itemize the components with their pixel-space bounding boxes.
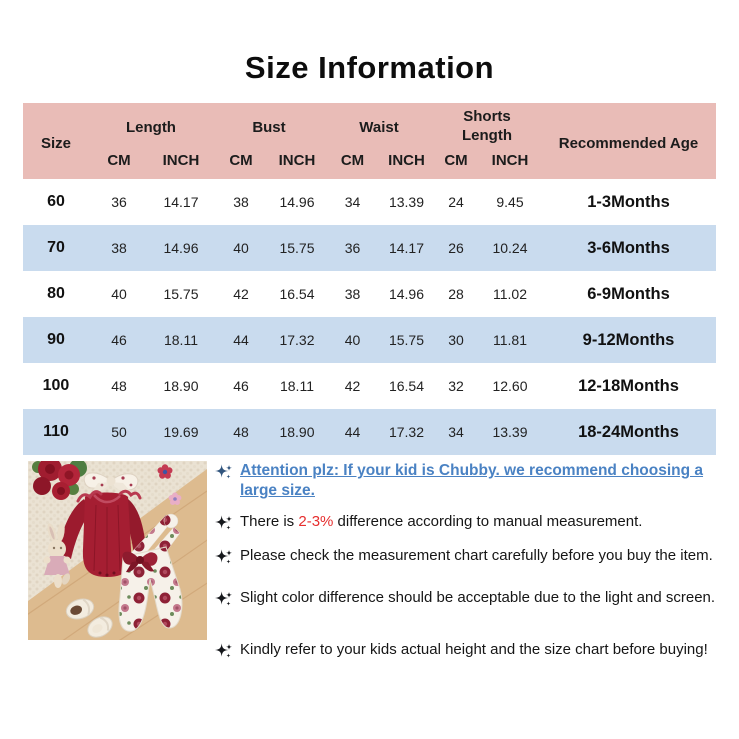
shorts-inch-cell: 12.60 — [492, 378, 528, 394]
bust-inch-cell: 18.90 — [279, 424, 315, 440]
note-manual-highlight: 2-3% — [298, 513, 334, 531]
bust-inch-cell: 15.75 — [279, 240, 315, 256]
bust-cm-cell: 48 — [233, 424, 249, 440]
shorts-inch-cell: 10.24 — [492, 240, 528, 256]
size-column-header: Size — [23, 103, 89, 179]
waist-cm-cell: 40 — [344, 332, 361, 348]
table-header — [23, 103, 716, 179]
shorts-length-group-header: Shorts Length — [433, 103, 541, 147]
bust-cm-cell: 46 — [233, 378, 249, 394]
recommended-age-header: Recommended Age — [541, 103, 716, 179]
waist-cm-cell: 38 — [344, 286, 361, 302]
note-manual-pre: There is — [240, 513, 299, 531]
bust-inch-cell: 16.54 — [279, 286, 315, 302]
waist-group-header: Waist — [325, 103, 433, 147]
note-manual-post: difference according to manual measurement. — [333, 513, 643, 531]
size-cell: 70 — [47, 239, 65, 256]
shorts-cm-cell: 28 — [448, 286, 464, 302]
sparkle-icon — [215, 514, 233, 532]
shorts-inch-cell: 11.02 — [493, 286, 527, 302]
table-row — [23, 179, 716, 225]
length-inch-cell: 19.69 — [163, 424, 199, 440]
bust-inch-cell: 18.11 — [279, 378, 314, 394]
waist-cm-cell: 36 — [344, 240, 361, 256]
age-cell: 12-18Months — [578, 376, 679, 395]
product-photo-illustration — [28, 461, 207, 640]
inch-unit-header: INCH — [149, 147, 213, 179]
waist-inch-cell: 14.96 — [388, 286, 425, 302]
waist-inch-cell: 14.17 — [388, 240, 425, 256]
length-inch-cell: 18.90 — [163, 378, 199, 394]
shorts-cm-cell: 32 — [448, 378, 464, 394]
length-cm-cell: 50 — [111, 424, 127, 440]
waist-cm-cell: 42 — [344, 378, 361, 394]
size-cell: 100 — [42, 377, 70, 394]
shorts-cm-cell: 34 — [448, 424, 464, 440]
note-check-text: Please check the measurement chart carefully before you buy the item. — [240, 547, 713, 565]
length-inch-cell: 15.75 — [163, 286, 199, 302]
bust-cm-cell: 38 — [233, 194, 249, 210]
note-color-text: Slight color difference should be acceptable due to the light and screen. — [240, 589, 716, 607]
waist-inch-cell: 15.75 — [388, 332, 425, 348]
note-attention-text: Attention plz: If your kid is Chubby. we recommend choosing a large size. — [240, 462, 704, 500]
note-height-reference — [215, 640, 735, 660]
table-row — [23, 317, 716, 363]
shorts-inch-cell: 11.81 — [493, 332, 527, 348]
inch-unit-header: INCH — [269, 147, 325, 179]
sparkle-icon — [215, 548, 233, 566]
product-photo — [28, 461, 207, 640]
length-inch-cell: 18.11 — [163, 332, 198, 348]
note-color-difference — [215, 588, 735, 608]
age-cell: 9-12Months — [582, 330, 675, 349]
age-cell: 6-9Months — [587, 284, 670, 303]
bust-inch-cell: 14.96 — [279, 194, 315, 210]
length-cm-cell: 38 — [111, 240, 127, 256]
table-row — [23, 363, 716, 409]
waist-cm-cell: 44 — [344, 424, 361, 440]
note-manual-text — [240, 512, 735, 532]
size-cell: 80 — [47, 285, 65, 302]
shorts-inch-cell: 13.39 — [492, 424, 528, 440]
note-check-chart — [215, 546, 735, 566]
shorts-cm-cell: 30 — [448, 332, 464, 348]
length-cm-cell: 48 — [111, 378, 127, 394]
size-cell: 60 — [47, 193, 65, 210]
length-cm-cell: 36 — [111, 194, 127, 210]
waist-inch-cell: 13.39 — [388, 194, 425, 210]
notes-list — [215, 461, 735, 672]
bust-cm-cell: 44 — [233, 332, 249, 348]
length-group-header: Length — [89, 103, 213, 147]
age-cell: 18-24Months — [578, 422, 679, 441]
cm-unit-header: CM — [89, 147, 149, 179]
shorts-cm-cell: 26 — [448, 240, 464, 256]
bottom-section — [0, 461, 739, 672]
cm-unit-header: CM — [433, 147, 479, 179]
bust-inch-cell: 17.32 — [279, 332, 315, 348]
age-cell: 1-3Months — [587, 192, 670, 211]
length-inch-cell: 14.96 — [163, 240, 199, 256]
shorts-cm-cell: 24 — [448, 194, 464, 210]
waist-cm-cell: 34 — [344, 194, 361, 210]
table-row — [23, 409, 716, 455]
page-title: Size Information — [244, 50, 495, 85]
table-row — [23, 271, 716, 317]
inch-unit-header: INCH — [380, 147, 433, 179]
size-chart-table — [23, 103, 716, 455]
length-cm-cell: 46 — [111, 332, 127, 348]
inch-unit-header: INCH — [479, 147, 541, 179]
age-cell: 3-6Months — [587, 238, 670, 257]
table-body — [23, 179, 716, 455]
sparkle-icon — [215, 590, 233, 608]
shorts-inch-cell: 9.45 — [496, 194, 524, 210]
note-manual-measurement — [215, 512, 735, 532]
length-cm-cell: 40 — [111, 286, 127, 302]
waist-inch-cell: 17.32 — [388, 424, 425, 440]
bust-cm-cell: 42 — [233, 286, 249, 302]
bust-group-header: Bust — [213, 103, 325, 147]
size-cell: 110 — [43, 423, 69, 440]
length-inch-cell: 14.17 — [163, 194, 199, 210]
note-height-text: Kindly refer to your kids actual height and the size chart before buying! — [240, 641, 708, 659]
size-cell: 90 — [47, 331, 65, 348]
cm-unit-header: CM — [213, 147, 269, 179]
note-attention — [215, 461, 735, 501]
waist-inch-cell: 16.54 — [388, 378, 425, 394]
bust-cm-cell: 40 — [233, 240, 249, 256]
sparkle-icon — [215, 463, 233, 481]
table-row — [23, 225, 716, 271]
cm-unit-header: CM — [325, 147, 380, 179]
sparkle-icon — [215, 642, 233, 660]
